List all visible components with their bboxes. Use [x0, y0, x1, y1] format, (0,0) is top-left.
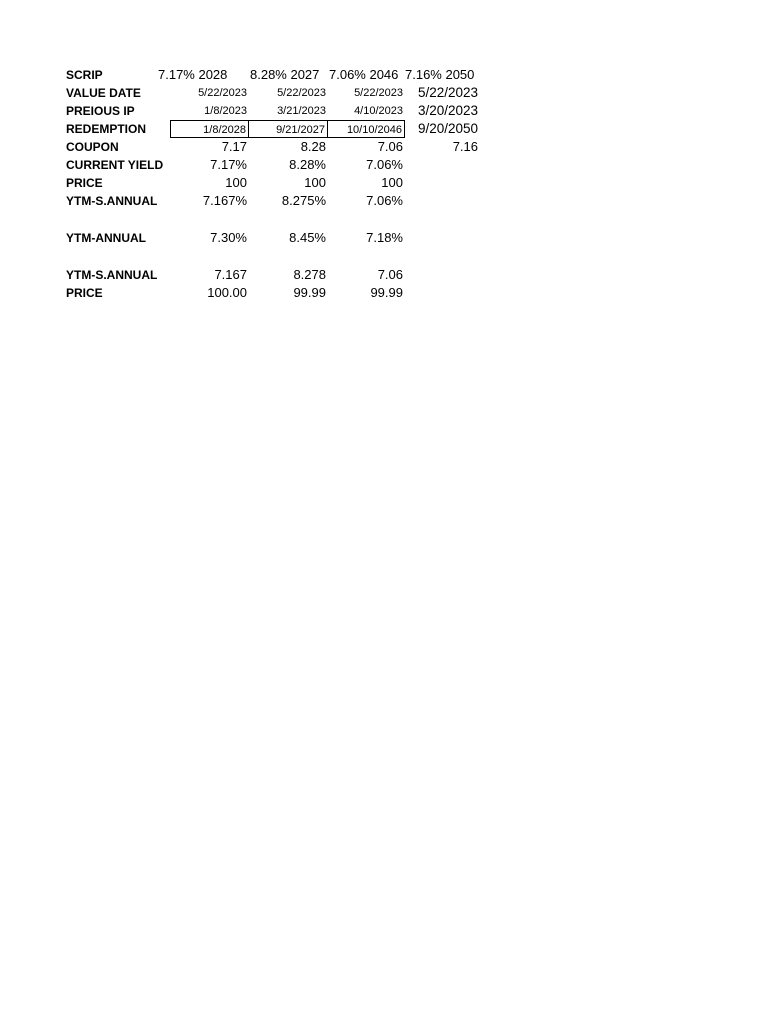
- current-yield-cell: 8.28%: [289, 157, 326, 172]
- previous-ip-cell: 3/20/2023: [417, 103, 478, 118]
- value-date-cell: 5/22/2023: [277, 87, 326, 99]
- row-label-coupon: COUPON: [66, 140, 119, 154]
- ytm-s-annual-cell: 7.06%: [366, 193, 403, 208]
- scrip-header-2: 8.28% 2027: [250, 67, 320, 82]
- value-date-cell: 5/22/2023: [198, 87, 247, 99]
- scrip-header-4: 7.16% 2050: [405, 67, 475, 82]
- current-yield-cell: 7.06%: [366, 157, 403, 172]
- current-yield-cell: 7.17%: [210, 157, 247, 172]
- row-label-price: PRICE: [66, 176, 103, 190]
- redemption-cell: 10/10/2046: [328, 120, 405, 138]
- ytm-s-annual-2-cell: 7.167: [214, 267, 247, 282]
- previous-ip-cell: 1/8/2023: [204, 105, 247, 117]
- price-2-cell: 99.99: [293, 285, 326, 300]
- row-label-ytm-s-annual: YTM-S.ANNUAL: [66, 194, 158, 208]
- previous-ip-cell: 4/10/2023: [354, 105, 403, 117]
- ytm-annual-cell: 8.45%: [289, 230, 326, 245]
- ytm-s-annual-cell: 8.275%: [281, 193, 326, 208]
- previous-ip-cell: 3/21/2023: [277, 105, 326, 117]
- ytm-s-annual-2-cell: 8.278: [293, 267, 326, 282]
- row-label-ytm-s-annual-2: YTM-S.ANNUAL: [66, 268, 158, 282]
- redemption-cell: 9/21/2027: [249, 120, 328, 138]
- row-label-scrip: SCRIP: [66, 68, 103, 82]
- row-label-redemption: REDEMPTION: [66, 122, 147, 136]
- price-cell: 100: [381, 175, 403, 190]
- ytm-s-annual-2-cell: 7.06: [377, 267, 403, 282]
- scrip-header-3: 7.06% 2046: [329, 67, 399, 82]
- redemption-cell: 9/20/2050: [417, 121, 478, 136]
- row-label-ytm-annual: YTM-ANNUAL: [66, 231, 146, 245]
- scrip-header-1: 7.17% 2028: [158, 67, 228, 82]
- price-cell: 100: [304, 175, 326, 190]
- coupon-cell: 8.28: [300, 139, 326, 154]
- price-2-cell: 100.00: [207, 285, 247, 300]
- row-label-price-2: PRICE: [66, 286, 103, 300]
- price-2-cell: 99.99: [370, 285, 403, 300]
- value-date-cell: 5/22/2023: [417, 85, 478, 100]
- value-date-cell: 5/22/2023: [354, 87, 403, 99]
- coupon-cell: 7.06: [377, 139, 403, 154]
- ytm-annual-cell: 7.30%: [210, 230, 247, 245]
- row-label-value-date: VALUE DATE: [66, 86, 141, 100]
- ytm-annual-cell: 7.18%: [366, 230, 403, 245]
- row-label-previous-ip: PREIOUS IP: [66, 104, 135, 118]
- ytm-s-annual-cell: 7.167%: [202, 193, 247, 208]
- coupon-cell: 7.16: [452, 139, 478, 154]
- price-cell: 100: [225, 175, 247, 190]
- row-label-current-yield: CURRENT YIELD: [66, 158, 164, 172]
- redemption-cell: 1/8/2028: [170, 120, 249, 138]
- coupon-cell: 7.17: [221, 139, 247, 154]
